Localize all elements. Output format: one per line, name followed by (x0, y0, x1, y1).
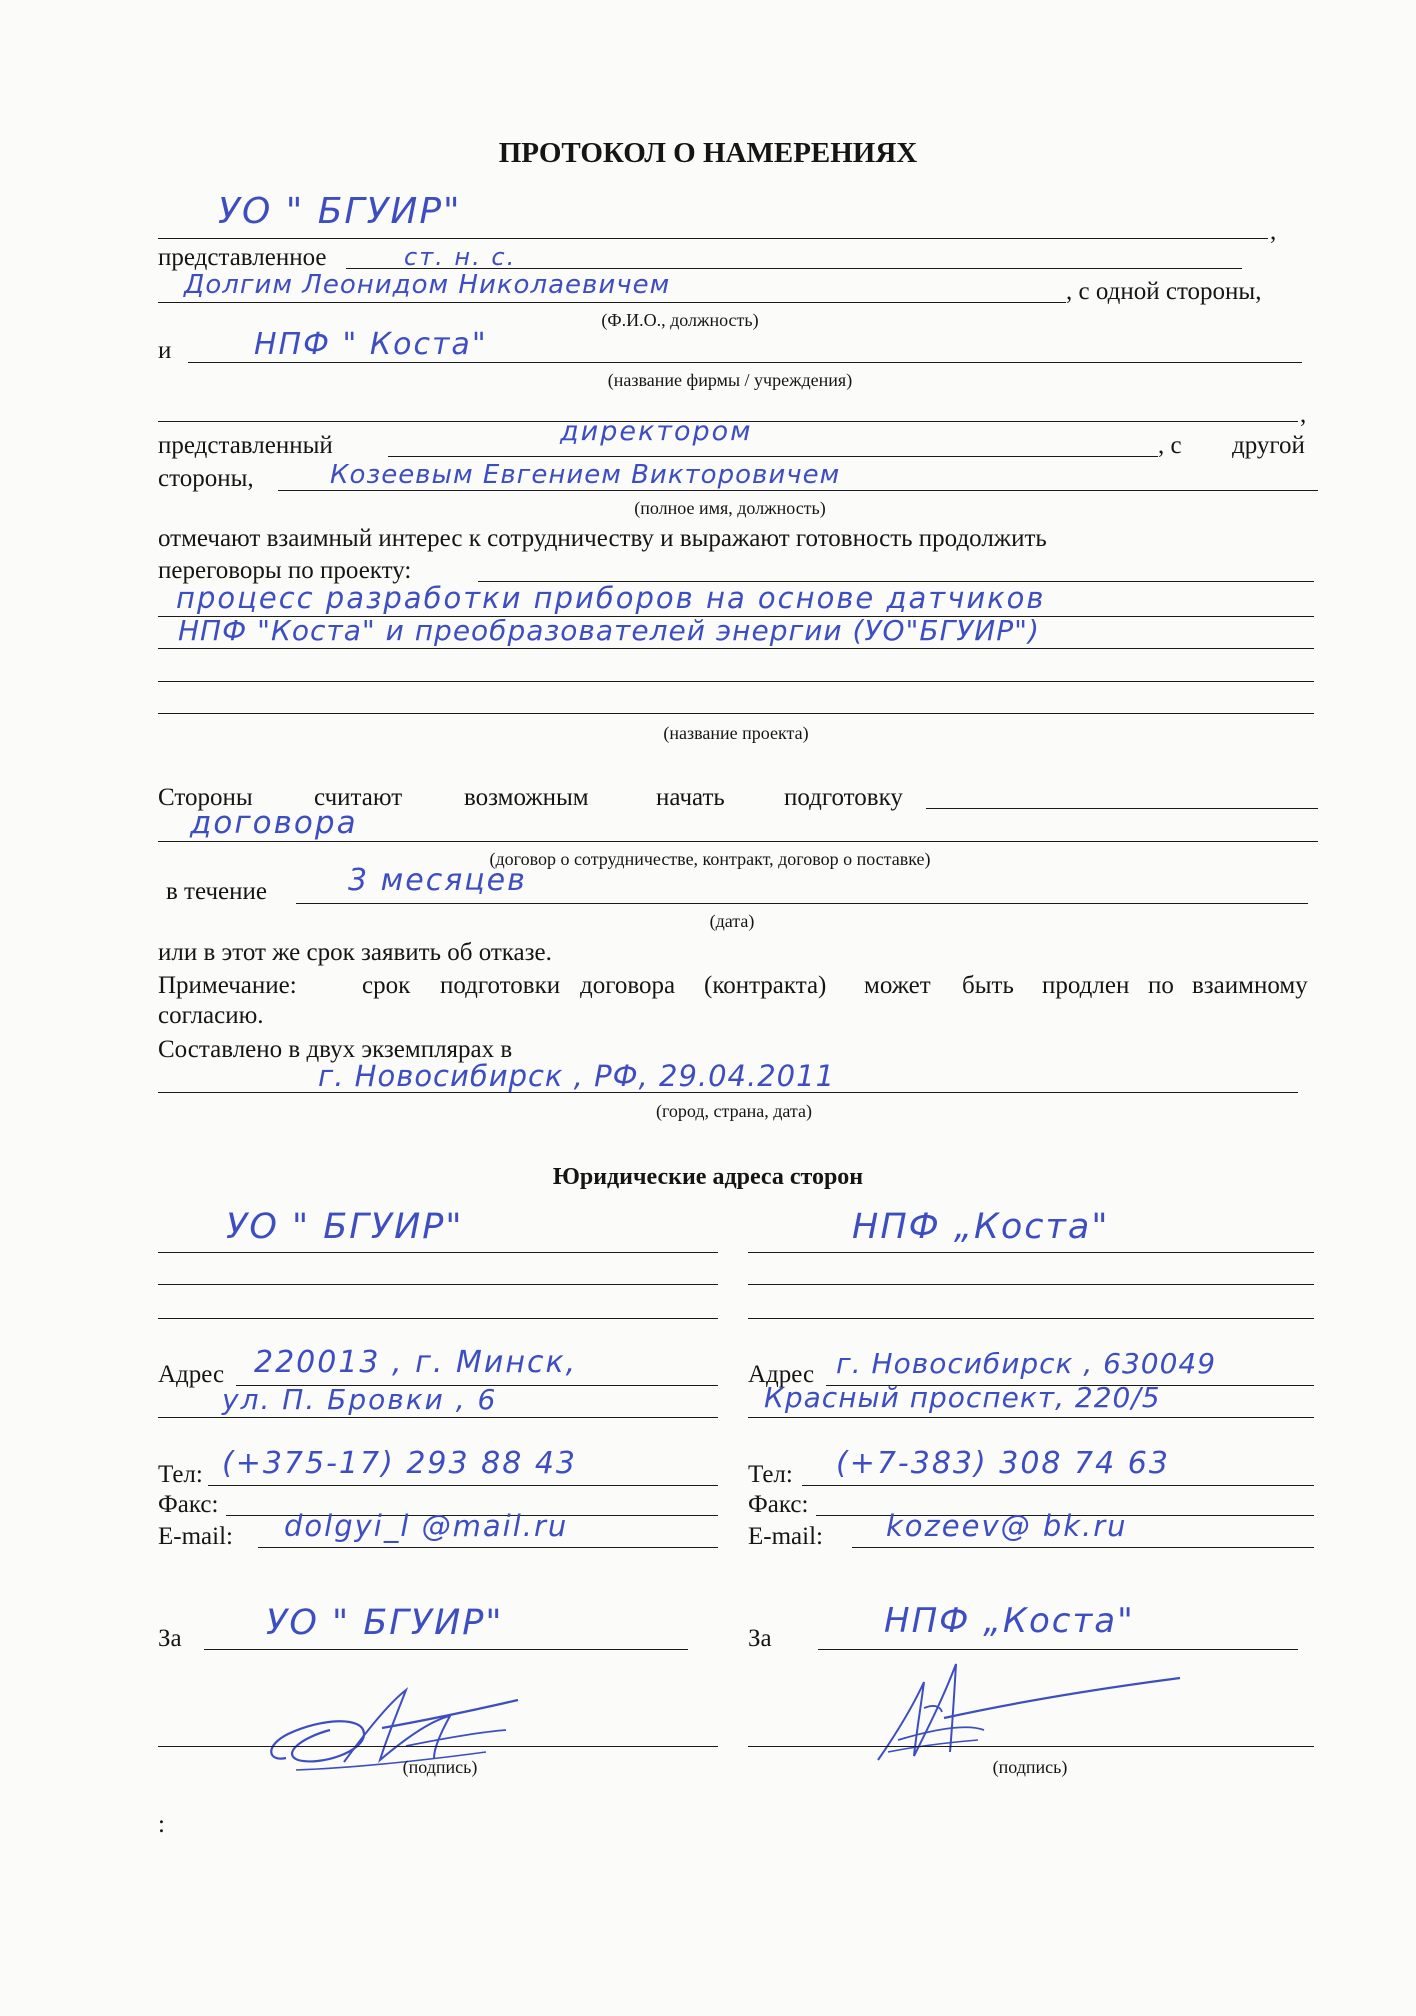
name1-handwritten: Долгим Леонидом Николаевичем (184, 270, 671, 300)
right-address-handwritten-2: Красный проспект, 220/5 (764, 1381, 1161, 1414)
project-line-4 (158, 713, 1314, 714)
document-handwritten: договора (190, 805, 358, 841)
right-signature-caption: (подпись) (992, 1757, 1068, 1777)
left-signature-line (158, 1746, 718, 1747)
other-side-word2: другой (1232, 432, 1305, 459)
prep-word-2: считают (314, 784, 403, 811)
org1-handwritten: УО " БГУИР" (218, 191, 462, 232)
left-signature (256, 1672, 546, 1780)
left-signature-caption: (подпись) (402, 1757, 478, 1777)
left-phone-line (208, 1485, 718, 1486)
right-email-handwritten: kozeev@ bk.ru (886, 1509, 1128, 1543)
left-email-label: E-mail: (158, 1523, 233, 1550)
right-fax-label: Факс: (748, 1491, 809, 1518)
drawn-up-label: Составлено в двух экземплярах в (158, 1036, 513, 1063)
left-org-line-2 (158, 1284, 718, 1285)
project-caption: (название проекта) (663, 723, 809, 743)
project-handwritten-2: НПФ "Коста" и преобразователей энергии (УО"БГУИР") (178, 614, 1040, 647)
left-org-line-1 (158, 1252, 718, 1253)
position2-handwritten: директором (560, 416, 753, 447)
left-address-handwritten-1: 220013 , г. Минск, (254, 1345, 578, 1380)
project-handwritten-1: процесс разработки приборов на основе датчиков (176, 581, 1046, 615)
place-date-caption: (город, страна, дата) (655, 1101, 813, 1121)
name2-handwritten: Козеевым Евгением Викторовичем (330, 460, 841, 490)
left-for-label: За (158, 1625, 182, 1652)
left-phone-label: Тел: (158, 1461, 203, 1488)
left-email-line (258, 1547, 718, 1548)
prep-word-3: возможным (464, 784, 589, 811)
refusal-text: или в этот же срок заявить об отказе. (158, 939, 552, 966)
place-date-handwritten: г. Новосибирск , РФ, 29.04.2011 (318, 1059, 836, 1093)
term-line (296, 903, 1308, 904)
note-word-9: по (1148, 972, 1174, 999)
name2-line (278, 490, 1318, 491)
left-address-line-2 (158, 1417, 718, 1418)
org2-line (188, 362, 1302, 363)
interest-text-1: отмечают взаимный интерес к сотрудничеству и выражают готовность продолжить (158, 525, 1047, 552)
position1-handwritten: ст. н. с. (404, 243, 517, 271)
name2-caption: (полное имя, должность) (634, 498, 826, 518)
left-for-handwritten: УО " БГУИР" (266, 1603, 504, 1643)
represented-label-1: представленное (158, 244, 327, 271)
document-line (158, 841, 1318, 842)
prep-word-4: начать (656, 784, 725, 811)
right-address-label: Адрес (748, 1361, 815, 1388)
note-word-4: договора (580, 972, 676, 999)
position2-line (388, 456, 1158, 457)
note-word-5: (контракта) (704, 972, 827, 999)
org2-handwritten: НПФ " Коста" (254, 327, 488, 362)
name1-line (158, 302, 1066, 303)
sides-label: стороны, (158, 465, 254, 492)
and-label: и (158, 337, 172, 364)
document-caption: (договор о сотрудничестве, контракт, договор о поставке) (489, 849, 931, 869)
note-text-2: согласию. (158, 1002, 264, 1029)
project-line-2 (158, 648, 1314, 649)
org2-caption: (название фирмы / учреждения) (607, 370, 853, 390)
interest-text-2: переговоры по проекту: (158, 557, 412, 584)
project-line-3 (158, 681, 1314, 682)
right-for-handwritten: НПФ „Коста" (884, 1601, 1135, 1641)
left-email-handwritten: dolgyi_l @mail.ru (284, 1509, 569, 1543)
org1-comma: , (1270, 218, 1277, 245)
org1-line (158, 238, 1268, 239)
represented-label-2: представленный (158, 432, 333, 459)
left-org-handwritten: УО " БГУИР" (226, 1207, 464, 1247)
right-org-handwritten: НПФ „Коста" (852, 1207, 1110, 1247)
one-side-suffix: , с одной стороны, (1066, 278, 1262, 305)
note-word-6: может (864, 972, 931, 999)
right-address-handwritten-1: г. Новосибирск , 630049 (836, 1347, 1217, 1380)
document-title: ПРОТОКОЛ О НАМЕРЕНИЯХ (498, 137, 918, 169)
right-org-line-3 (748, 1318, 1314, 1319)
prep-word-5: подготовку (784, 784, 903, 811)
term-caption: (дата) (709, 911, 755, 931)
left-phone-handwritten: (+375-17) 293 88 43 (222, 1446, 578, 1481)
right-signature-line (748, 1746, 1314, 1747)
footer-mark: : (158, 1811, 165, 1838)
left-fax-label: Факс: (158, 1491, 219, 1518)
note-word-3: подготовки (440, 972, 561, 999)
note-word-8: продлен (1042, 972, 1130, 999)
left-for-line (204, 1649, 688, 1650)
addresses-heading: Юридические адреса сторон (552, 1164, 864, 1190)
right-email-label: E-mail: (748, 1523, 823, 1550)
left-address-label: Адрес (158, 1361, 225, 1388)
prep-line-0 (926, 808, 1318, 809)
within-label: в течение (166, 878, 267, 905)
note-word-7: быть (962, 972, 1014, 999)
term-handwritten: 3 месяцев (348, 863, 527, 898)
right-org-line-2 (748, 1284, 1314, 1285)
left-org-line-3 (158, 1318, 718, 1319)
name1-caption: (Ф.И.О., должность) (601, 310, 759, 330)
party2-comma: , (1300, 401, 1307, 428)
prep-word-1: Стороны (158, 784, 253, 811)
right-email-line (852, 1547, 1314, 1548)
right-phone-handwritten: (+7-383) 308 74 63 (836, 1446, 1170, 1481)
other-side-word1: , с (1158, 432, 1182, 459)
right-address-line-2 (748, 1417, 1314, 1418)
right-for-label: За (748, 1625, 772, 1652)
right-org-line-1 (748, 1252, 1314, 1253)
left-address-handwritten-2: ул. П. Бровки , 6 (222, 1383, 498, 1416)
note-word-2: срок (362, 972, 411, 999)
note-word-10: взаимному (1192, 972, 1308, 999)
note-word-1: Примечание: (158, 972, 297, 999)
right-signature (858, 1648, 1198, 1768)
right-phone-label: Тел: (748, 1461, 793, 1488)
right-phone-line (802, 1485, 1314, 1486)
